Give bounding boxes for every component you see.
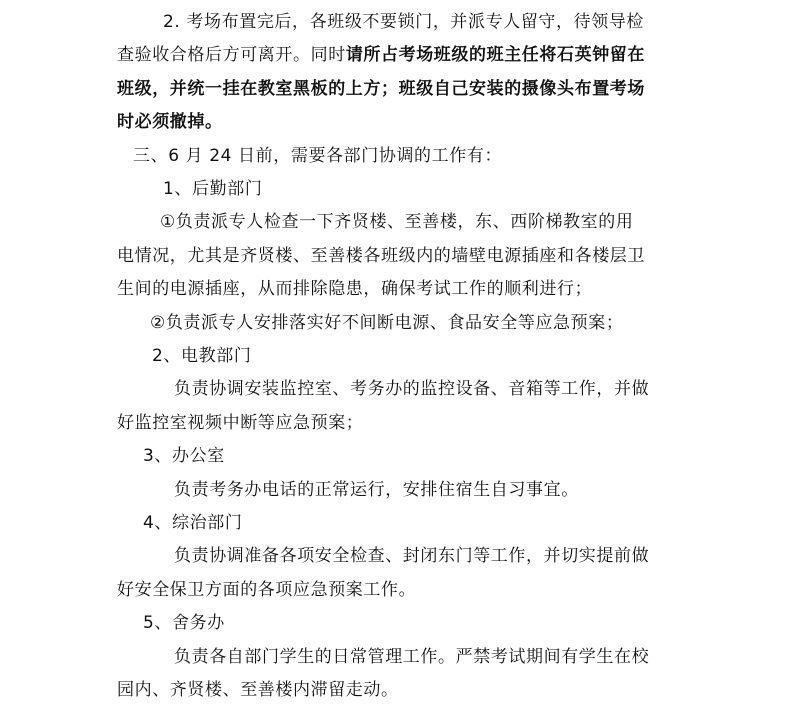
dept-4-line-1: 负责协调准备各项安全检查、封闭东门等工作，并切实提前做 bbox=[174, 546, 650, 567]
dept-1-item-1-line-1: ①负责派专人检查一下齐贤楼、至善楼，东、西阶梯教室的用 bbox=[160, 212, 634, 233]
dept-2-line-2: 好监控室视频中断等应急预案； bbox=[117, 412, 364, 433]
dept-1-item-1-line-3: 生间的电源插座，从而排除隐患，确保考试工作的顺利进行； bbox=[117, 279, 593, 300]
dept-1-item-1-line-2: 电情况，尤其是齐贤楼、至善楼各班级内的墙壁电源插座和各楼层卫 bbox=[117, 245, 645, 266]
paragraph-2-line-2-normal: 查验收合格后方可离开。同时 bbox=[117, 45, 346, 66]
dept-5-line-1: 负责各自部门学生的日常管理工作。严禁考试期间有学生在校 bbox=[174, 646, 650, 667]
dept-5-heading: 5、舍务办 bbox=[143, 613, 225, 634]
dept-3-line-1: 负责考务办电话的正常运行，安排住宿生自习事宜。 bbox=[174, 479, 579, 500]
dept-5-line-2: 园内、齐贤楼、至善楼内滞留走动。 bbox=[117, 680, 399, 700]
paragraph-2-line-2-bold: 请所占考场班级的班主任将石英钟留在 bbox=[345, 45, 646, 66]
section-3-heading: 三、6 月 24 日前，需要各部门协调的工作有： bbox=[133, 145, 503, 166]
paragraph-2-line-1: 2. 考场布置完后，各班级不要锁门，并派专人留守，待领导检 bbox=[163, 12, 645, 32]
dept-3-heading: 3、办公室 bbox=[143, 446, 225, 467]
paragraph-2-line-4: 时必须撤掉。 bbox=[117, 112, 223, 133]
dept-1-heading: 1、后勤部门 bbox=[163, 179, 263, 199]
dept-4-heading: 4、综治部门 bbox=[143, 513, 243, 533]
dept-4-line-2: 好安全保卫方面的各项应急预案工作。 bbox=[117, 579, 417, 600]
paragraph-2-line-3: 班级，并统一挂在教室黑板的上方；班级自己安装的摄像头布置考场 bbox=[117, 78, 645, 99]
dept-2-heading: 2、电教部门 bbox=[152, 346, 252, 366]
paragraph-2-line-2 bbox=[0, 39, 786, 72]
dept-1-item-2: ②负责派专人安排落实好不间断电源、食品安全等应急预案； bbox=[150, 312, 624, 333]
dept-2-line-1: 负责协调安装监控室、考务办的监控设备、音箱等工作，并做 bbox=[174, 379, 650, 400]
